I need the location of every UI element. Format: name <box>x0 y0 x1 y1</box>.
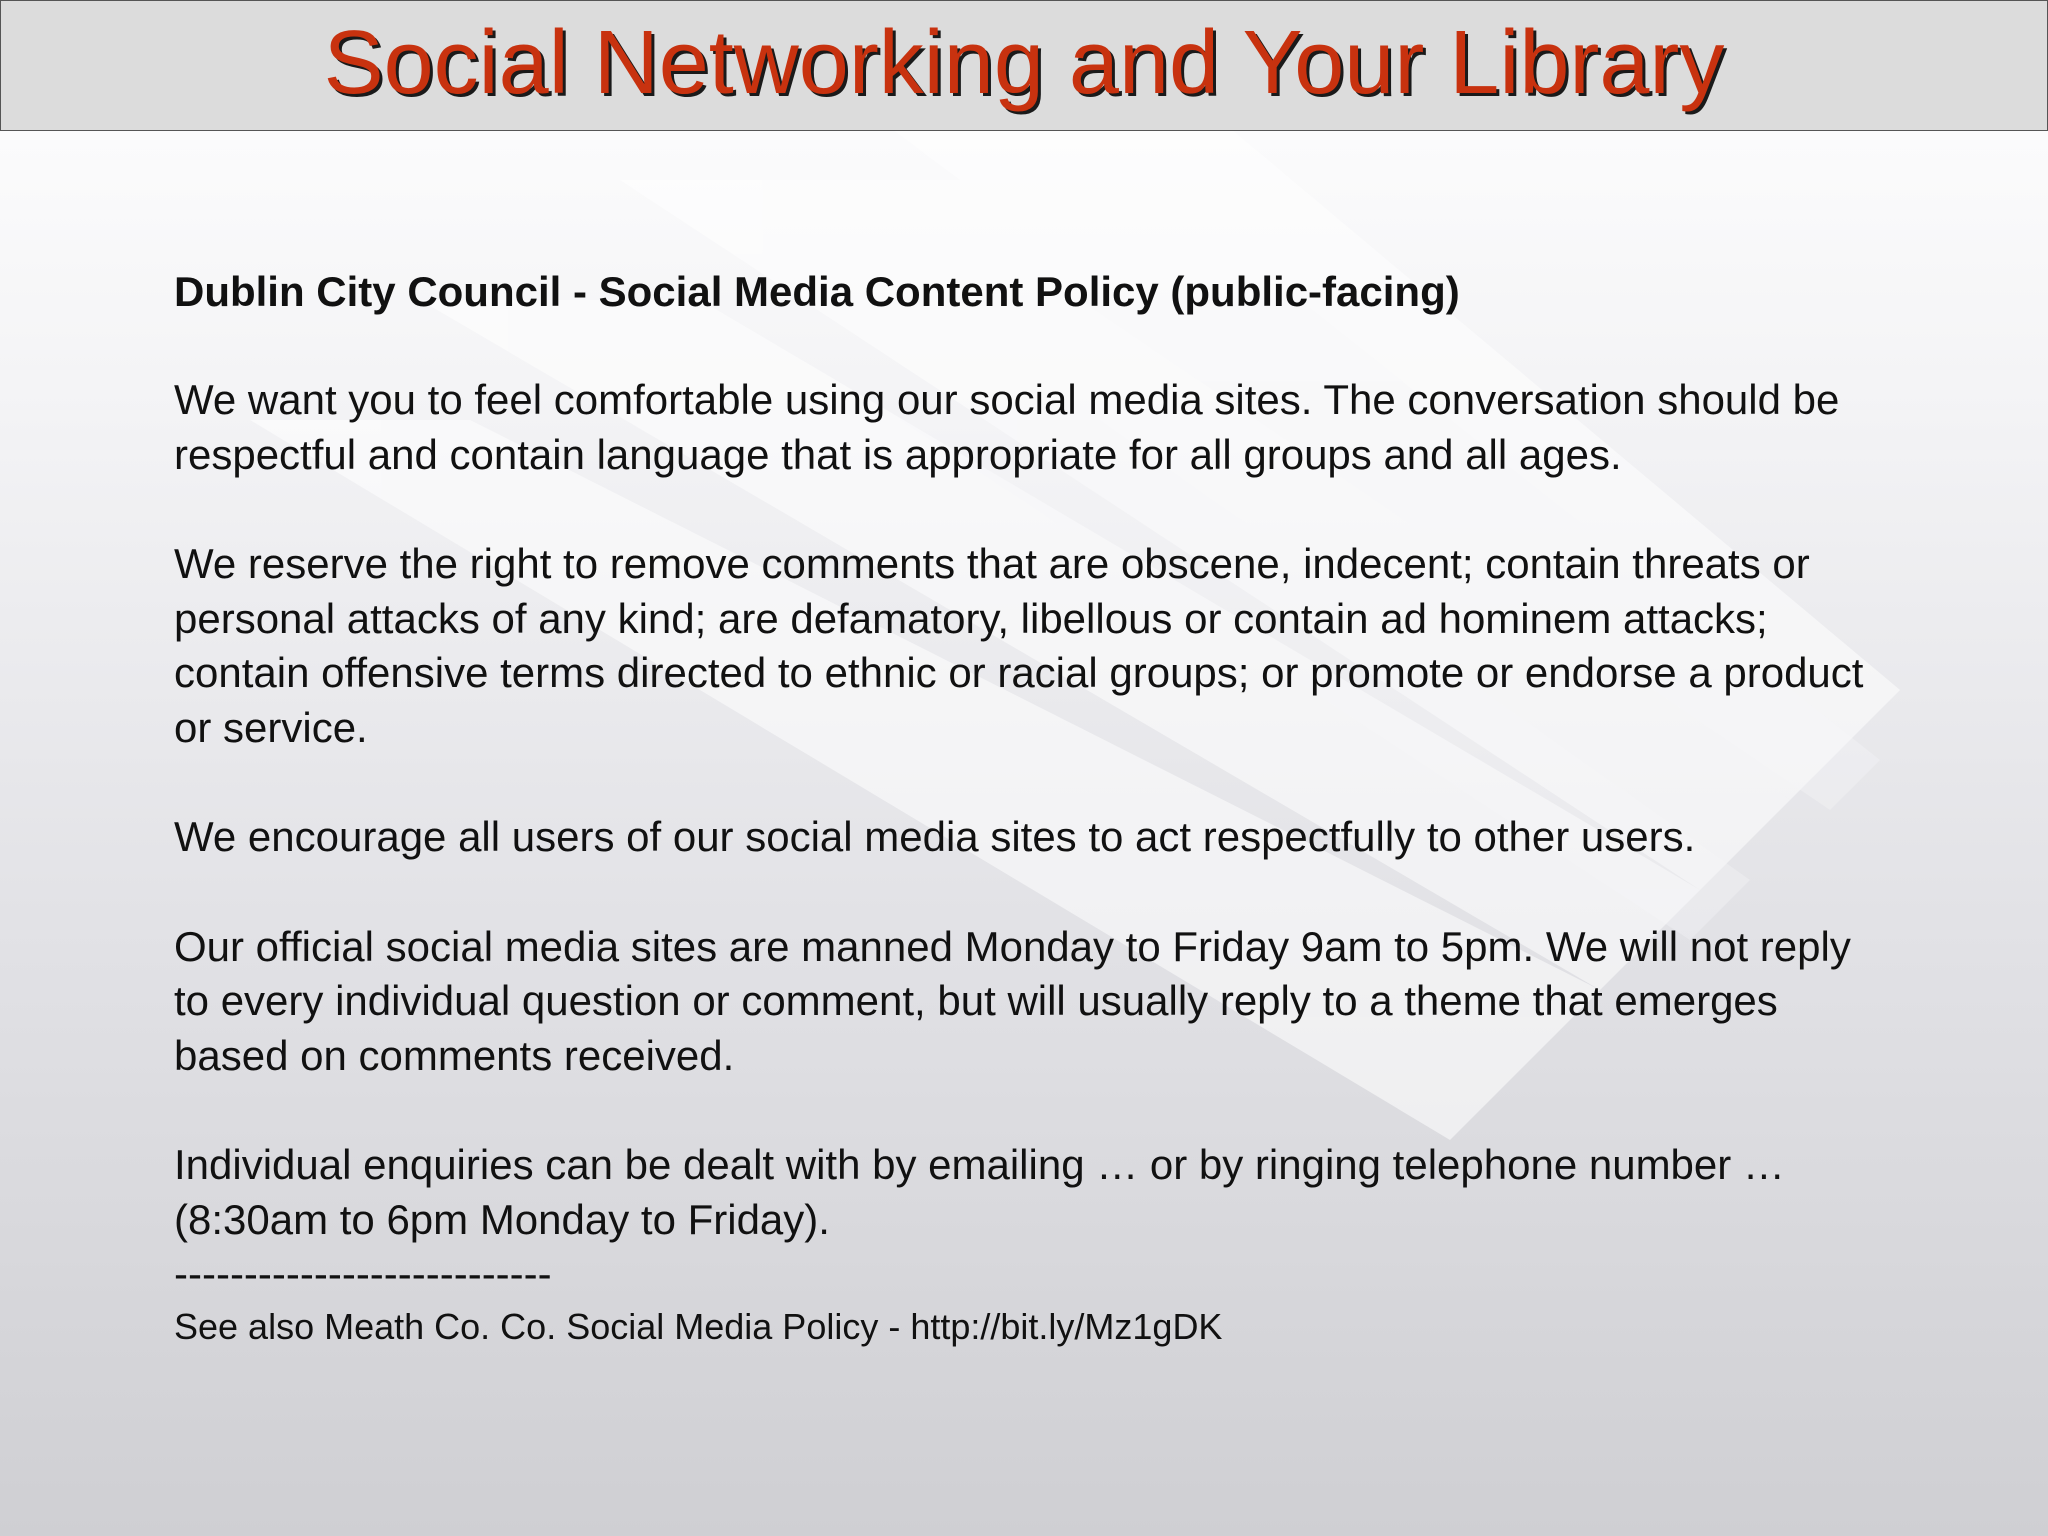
policy-heading: Dublin City Council - Social Media Content Policy (public-facing) <box>174 268 1460 315</box>
policy-paragraph: Our official social media sites are manned Monday to Friday 9am to 5pm. We will not reply to every individual question or comment, but will usually reply to a theme that emerges based on comments received. <box>174 922 1851 1079</box>
slide-body <box>174 263 1894 1352</box>
footnote-reference: See also Meath Co. Co. Social Media Policy - http://bit.ly/Mz1gDK <box>174 1305 1223 1347</box>
title-bar <box>0 0 2048 131</box>
policy-paragraph: We reserve the right to remove comments that are obscene, indecent; contain threats or personal attacks of any kind; are defamatory, libellous or contain ad hominem attacks; contain offensive terms directed to ethnic or racial groups; or promote or endorse a product or service. <box>174 540 1864 751</box>
slide-title: Social Networking and Your Library <box>323 12 1725 113</box>
separator-line: --------------------------- <box>174 1250 552 1297</box>
policy-paragraph: Individual enquiries can be dealt with by emailing … or by ringing telephone number … (8:30am to 6pm Monday to Friday). <box>174 1141 1785 1243</box>
policy-paragraph: We encourage all users of our social media sites to act respectfully to other users. <box>174 813 1696 860</box>
policy-paragraph: We want you to feel comfortable using our social media sites. The conversation should be respectful and contain language that is appropriate for all groups and all ages. <box>174 376 1840 478</box>
